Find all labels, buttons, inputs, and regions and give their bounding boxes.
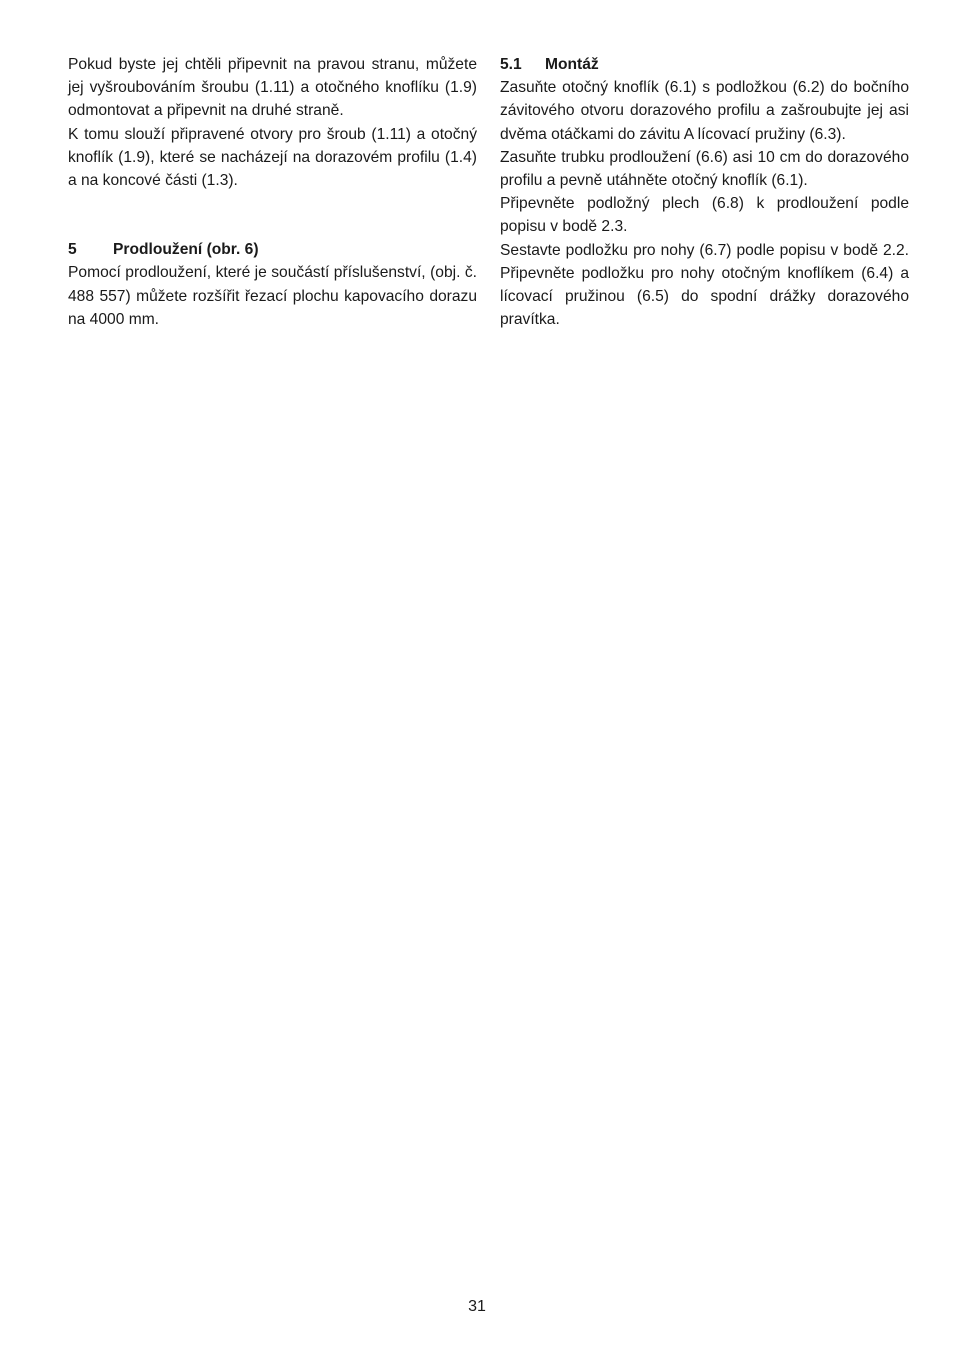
section-number: 5.1 xyxy=(500,56,522,73)
paragraph-mounting-right-side: Pokud byste jej chtěli připevnit na pravou stranu, můžete jej vyšroubováním šroubu (1.11) a otočného knoflíku (1.9) odmontovat a připevnit na druhé straně. xyxy=(68,56,477,120)
paragraph-mounting-holes: K tomu slouží připravené otvory pro šroub (1.11) a otočný knoflík (1.9), které se nacházejí na dorazovém profilu (1.4) a na koncové části (1.3). xyxy=(68,125,477,190)
section-number: 5 xyxy=(68,241,77,259)
left-column xyxy=(68,53,477,331)
page-number: 31 xyxy=(468,1298,486,1315)
section-title: Montáž xyxy=(545,56,599,73)
paragraph-extension-body: Pomocí prodloužení, které je součástí příslušenství, (obj. č. 488 557) můžete rozšířit řezací plochu kapovacího dorazu na 4000 mm. xyxy=(68,264,477,328)
paragraph-assembly-step-3: Připevněte podložný plech (6.8) k prodloužení podle popisu v bodě 2.3. xyxy=(500,195,909,236)
section-spacer xyxy=(68,192,477,238)
paragraph-assembly-step-2: Zasuňte trubku prodloužení (6.6) asi 10 cm do dorazového profilu a pevně utáhněte otočný knoflík (6.1). xyxy=(500,148,909,190)
paragraph-assembly-step-4: Sestavte podložku pro nohy (6.7) podle popisu v bodě 2.2. Připevněte podložku pro nohy otočným knoflíkem (6.4) a lícovací pružinou (6.5) do spodní drážky dorazového pravítka. xyxy=(500,241,909,329)
right-column xyxy=(500,53,909,331)
paragraph-assembly-step-1: Zasuňte otočný knoflík (6.1) s podložkou (6.2) do bočního závitového otvoru dorazového profilu a zašroubujte jej asi dvěma otáčkami do závitu A lícovací pružiny (6.3). xyxy=(500,79,909,143)
section-title: Prodloužení (obr. 6) xyxy=(113,241,259,259)
section-heading-assembly xyxy=(500,53,909,76)
section-heading-extension xyxy=(68,238,477,261)
